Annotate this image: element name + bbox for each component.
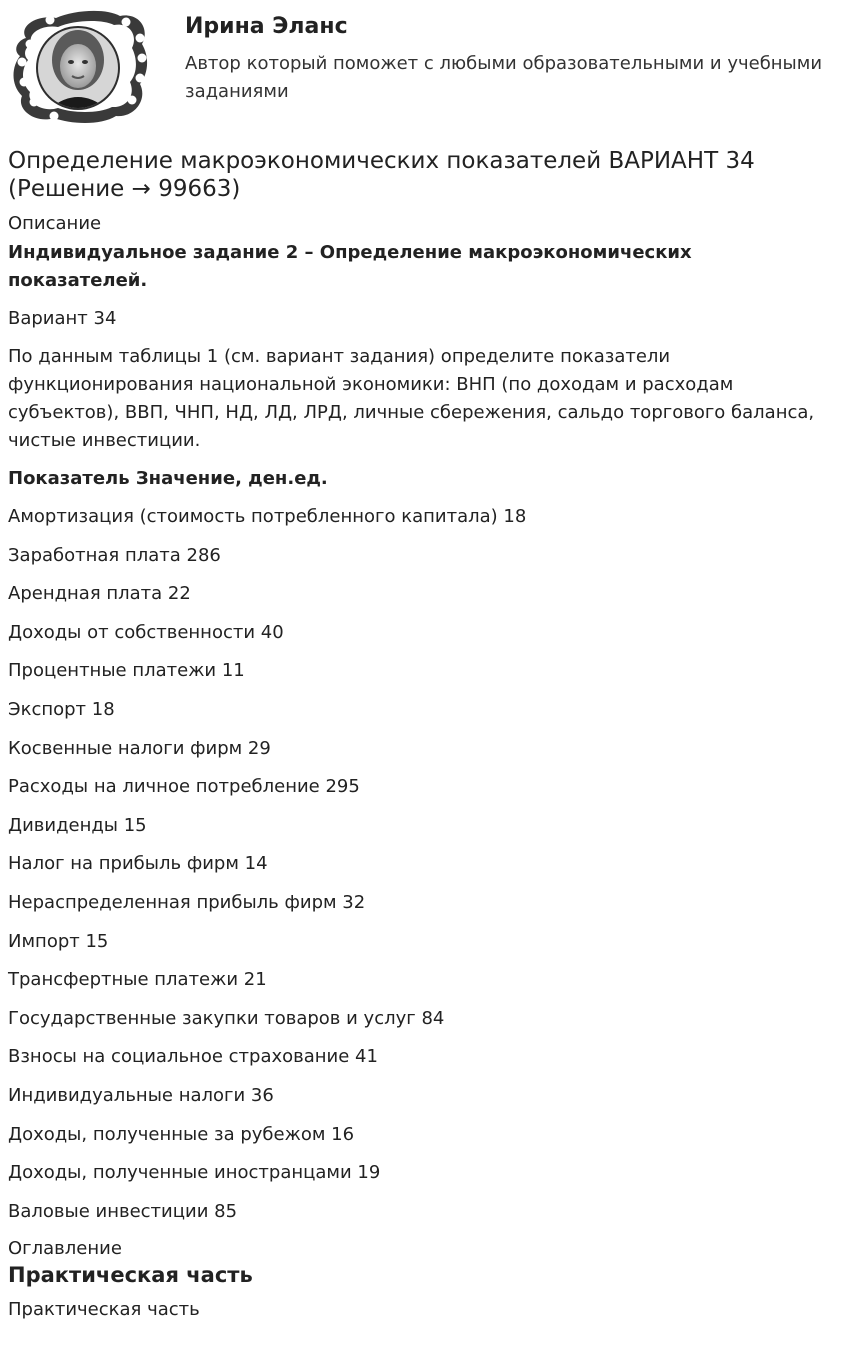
toc-heading: Практическая часть <box>8 1263 253 1288</box>
table-row: Государственные закупки товаров и услуг 84 <box>8 1007 445 1029</box>
toc-label: Оглавление <box>8 1238 122 1260</box>
author-header <box>0 0 847 130</box>
page-title: Определение макроэкономических показателей ВАРИАНТ 34 (Решение → 99663) <box>8 148 755 202</box>
author-avatar[interactable] <box>8 8 150 126</box>
table-row: Трансфертные платежи 21 <box>8 969 267 991</box>
table-row: Расходы на личное потребление 295 <box>8 776 360 798</box>
author-name[interactable]: Ирина Эланс <box>185 14 348 39</box>
table-row: Доходы, полученные за рубежом 16 <box>8 1123 355 1145</box>
table-row: Доходы от собственности 40 <box>8 621 284 643</box>
table-row: Валовые инвестиции 85 <box>8 1200 238 1222</box>
table-row: Доходы, полученные иностранцами 19 <box>8 1162 381 1184</box>
table-row: Косвенные налоги фирм 29 <box>8 737 271 759</box>
toc-item: Практическая часть <box>8 1299 200 1321</box>
task-title: Индивидуальное задание 2 – Определение макроэкономических показателей. <box>8 242 692 291</box>
table-row: Процентные платежи 11 <box>8 660 245 682</box>
task-text: По данным таблицы 1 (см. вариант задания) определите показатели функционирования национальной экономики: ВНП (по доходам и расходам субъектов), ВВП, ЧНП, НД, ЛД, ЛРД, личные сбережения, сальдо торгового баланса, чистые инвестиции. <box>8 346 815 451</box>
table-row: Нераспределенная прибыль фирм 32 <box>8 891 366 913</box>
variant-text: Вариант 34 <box>8 308 117 329</box>
table-row: Арендная плата 22 <box>8 583 191 605</box>
table-row: Заработная плата 286 <box>8 544 221 566</box>
table-row: Индивидуальные налоги 36 <box>8 1084 274 1106</box>
table-header: Показатель Значение, ден.ед. <box>8 468 328 489</box>
author-description: Автор который поможет с любыми образовательными и учебными заданиями <box>185 53 823 102</box>
table-row: Амортизация (стоимость потребленного капитала) 18 <box>8 506 527 527</box>
description-label: Описание <box>8 213 102 234</box>
table-row: Налог на прибыль фирм 14 <box>8 853 268 875</box>
table-row: Импорт 15 <box>8 930 109 952</box>
table-row: Экспорт 18 <box>8 698 115 720</box>
table-row: Дивиденды 15 <box>8 814 147 836</box>
table-row: Взносы на социальное страхование 41 <box>8 1046 378 1068</box>
film-reel-avatar-icon <box>8 8 150 126</box>
main-content <box>8 147 828 1334</box>
